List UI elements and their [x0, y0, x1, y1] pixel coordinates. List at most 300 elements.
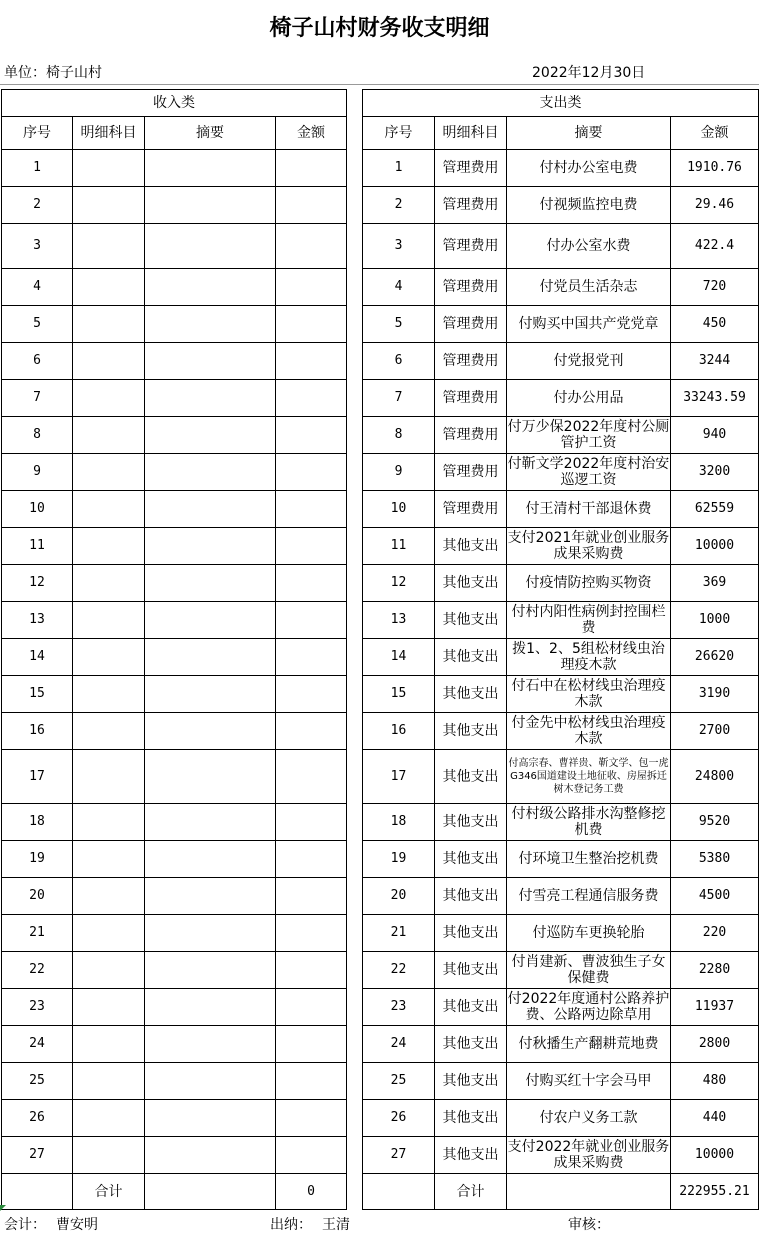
table-row	[363, 1137, 759, 1174]
row-amount: 450	[671, 306, 759, 343]
row-summary	[145, 150, 276, 187]
col-header-amount: 金额	[276, 117, 347, 150]
row-number: 25	[363, 1063, 435, 1100]
total-amount: 222955.21	[671, 1174, 759, 1210]
section-header-row	[363, 90, 759, 117]
table-row	[2, 1100, 347, 1137]
table-row	[363, 1063, 759, 1100]
table-row	[2, 602, 347, 639]
table-row	[2, 878, 347, 915]
row-amount: 220	[671, 915, 759, 952]
row-summary	[145, 1137, 276, 1174]
row-category	[73, 750, 145, 804]
row-amount	[276, 952, 347, 989]
row-number: 13	[2, 602, 73, 639]
row-category: 其他支出	[435, 676, 507, 713]
row-amount: 10000	[671, 1137, 759, 1174]
row-summary: 付疫情防控购买物资	[507, 565, 671, 602]
col-header-summary: 摘要	[145, 117, 276, 150]
row-category	[73, 602, 145, 639]
row-category: 其他支出	[435, 1063, 507, 1100]
table-row	[2, 1026, 347, 1063]
table-row	[2, 306, 347, 343]
row-category: 管理费用	[435, 150, 507, 187]
table-row	[2, 952, 347, 989]
row-amount: 9520	[671, 804, 759, 841]
table-row	[2, 380, 347, 417]
row-number: 5	[2, 306, 73, 343]
row-amount	[276, 528, 347, 565]
row-amount	[276, 750, 347, 804]
row-summary	[145, 989, 276, 1026]
row-category	[73, 676, 145, 713]
table-row	[363, 150, 759, 187]
table-row	[363, 224, 759, 269]
row-number: 25	[2, 1063, 73, 1100]
table-row	[363, 841, 759, 878]
table-row	[363, 269, 759, 306]
row-number: 20	[2, 878, 73, 915]
row-summary	[145, 915, 276, 952]
row-category	[73, 343, 145, 380]
column-header-row	[363, 117, 759, 150]
table-row	[2, 417, 347, 454]
row-amount	[276, 565, 347, 602]
row-summary: 付肖建新、曹波独生子女保健费	[507, 952, 671, 989]
row-number: 8	[2, 417, 73, 454]
income-table	[1, 89, 347, 1210]
cashier-name: 王清	[322, 1217, 350, 1233]
row-category	[73, 713, 145, 750]
row-number: 18	[363, 804, 435, 841]
accountant-label: 会计：	[4, 1217, 46, 1233]
row-number: 27	[363, 1137, 435, 1174]
row-category	[73, 1137, 145, 1174]
auditor-label: 审核：	[568, 1217, 610, 1233]
row-category: 管理费用	[435, 343, 507, 380]
row-amount	[276, 343, 347, 380]
row-amount: 3200	[671, 454, 759, 491]
row-number: 6	[2, 343, 73, 380]
row-category: 其他支出	[435, 528, 507, 565]
row-number: 14	[363, 639, 435, 676]
row-number: 17	[2, 750, 73, 804]
table-row	[363, 343, 759, 380]
row-summary: 付高宗春、曹祥贵、靳文学、包一虎G346国道建设土地征收、房屋拆迁树木登记务工费	[507, 750, 671, 804]
row-summary: 付村内阳性病例封控围栏费	[507, 602, 671, 639]
row-summary	[145, 878, 276, 915]
table-row	[2, 841, 347, 878]
row-summary	[145, 187, 276, 224]
row-amount	[276, 187, 347, 224]
row-amount: 720	[671, 269, 759, 306]
table-row	[363, 952, 759, 989]
row-category	[73, 224, 145, 269]
row-number: 26	[363, 1100, 435, 1137]
row-amount: 3190	[671, 676, 759, 713]
row-number: 27	[2, 1137, 73, 1174]
row-amount: 24800	[671, 750, 759, 804]
row-summary: 付视频监控电费	[507, 187, 671, 224]
row-number: 3	[363, 224, 435, 269]
table-row	[363, 187, 759, 224]
row-category: 其他支出	[435, 750, 507, 804]
row-category	[73, 1063, 145, 1100]
row-summary	[145, 841, 276, 878]
row-summary: 付秋播生产翻耕荒地费	[507, 1026, 671, 1063]
row-summary	[145, 380, 276, 417]
row-amount: 422.4	[671, 224, 759, 269]
row-amount	[276, 1026, 347, 1063]
row-category	[73, 639, 145, 676]
row-number: 24	[363, 1026, 435, 1063]
row-summary: 付村办公室电费	[507, 150, 671, 187]
row-summary: 支付2021年就业创业服务成果采购费	[507, 528, 671, 565]
row-amount	[276, 713, 347, 750]
row-number: 21	[363, 915, 435, 952]
table-row	[363, 306, 759, 343]
table-row	[363, 915, 759, 952]
table-row	[363, 528, 759, 565]
row-amount: 3244	[671, 343, 759, 380]
row-number: 9	[2, 454, 73, 491]
report-date: 2022年12月30日	[532, 65, 646, 81]
total-blank	[145, 1174, 276, 1210]
total-label: 合计	[73, 1174, 145, 1210]
row-category: 其他支出	[435, 1100, 507, 1137]
table-row	[363, 565, 759, 602]
row-summary: 付雪亮工程通信服务费	[507, 878, 671, 915]
row-number: 23	[363, 989, 435, 1026]
row-summary	[145, 224, 276, 269]
table-row	[2, 343, 347, 380]
row-summary: 付靳文学2022年度村治安巡逻工资	[507, 454, 671, 491]
row-category: 其他支出	[435, 1026, 507, 1063]
row-category: 管理费用	[435, 417, 507, 454]
row-number: 26	[2, 1100, 73, 1137]
row-amount	[276, 380, 347, 417]
row-number: 2	[2, 187, 73, 224]
section-title: 收入类	[2, 90, 347, 117]
row-amount: 2700	[671, 713, 759, 750]
section-header-row	[2, 90, 347, 117]
row-number: 10	[2, 491, 73, 528]
row-category	[73, 952, 145, 989]
row-summary: 付办公室水费	[507, 224, 671, 269]
row-summary: 付万少保2022年度村公厕管护工资	[507, 417, 671, 454]
row-number: 18	[2, 804, 73, 841]
column-header-row	[2, 117, 347, 150]
row-amount	[276, 841, 347, 878]
table-row	[2, 565, 347, 602]
row-number: 22	[2, 952, 73, 989]
table-row	[2, 224, 347, 269]
row-number: 22	[363, 952, 435, 989]
row-amount: 940	[671, 417, 759, 454]
row-category	[73, 454, 145, 491]
row-amount: 2280	[671, 952, 759, 989]
row-amount: 1000	[671, 602, 759, 639]
row-category: 其他支出	[435, 989, 507, 1026]
table-row	[2, 639, 347, 676]
row-amount: 5380	[671, 841, 759, 878]
total-blank	[363, 1174, 435, 1210]
row-summary	[145, 528, 276, 565]
table-row	[2, 915, 347, 952]
total-blank	[507, 1174, 671, 1210]
row-amount: 480	[671, 1063, 759, 1100]
row-category: 其他支出	[435, 602, 507, 639]
row-number: 2	[363, 187, 435, 224]
row-number: 4	[363, 269, 435, 306]
row-number: 14	[2, 639, 73, 676]
row-number: 7	[2, 380, 73, 417]
row-number: 11	[2, 528, 73, 565]
row-summary	[145, 750, 276, 804]
row-amount	[276, 454, 347, 491]
table-row	[363, 1026, 759, 1063]
row-category: 其他支出	[435, 713, 507, 750]
row-category	[73, 1100, 145, 1137]
table-row	[363, 417, 759, 454]
row-amount: 4500	[671, 878, 759, 915]
table-row	[363, 750, 759, 804]
section-title: 支出类	[363, 90, 759, 117]
row-amount: 440	[671, 1100, 759, 1137]
row-category: 管理费用	[435, 269, 507, 306]
row-summary	[145, 343, 276, 380]
total-label: 合计	[435, 1174, 507, 1210]
accountant-name: 曹安明	[56, 1217, 98, 1233]
row-amount: 2800	[671, 1026, 759, 1063]
row-category	[73, 380, 145, 417]
row-summary: 付石中在松材线虫治理疫木款	[507, 676, 671, 713]
table-row	[2, 269, 347, 306]
table-row	[363, 602, 759, 639]
row-category: 其他支出	[435, 841, 507, 878]
row-number: 21	[2, 915, 73, 952]
table-row	[2, 454, 347, 491]
table-row	[363, 491, 759, 528]
row-number: 12	[363, 565, 435, 602]
row-amount	[276, 417, 347, 454]
row-amount	[276, 224, 347, 269]
row-category	[73, 269, 145, 306]
row-number: 19	[363, 841, 435, 878]
table-row	[2, 491, 347, 528]
row-category: 其他支出	[435, 1137, 507, 1174]
total-amount: 0	[276, 1174, 347, 1210]
row-category: 其他支出	[435, 804, 507, 841]
row-category: 管理费用	[435, 187, 507, 224]
row-amount	[276, 306, 347, 343]
row-number: 10	[363, 491, 435, 528]
table-row	[363, 454, 759, 491]
row-number: 13	[363, 602, 435, 639]
total-row	[2, 1174, 347, 1210]
row-category	[73, 565, 145, 602]
row-summary	[145, 565, 276, 602]
row-category: 管理费用	[435, 306, 507, 343]
table-row	[2, 713, 347, 750]
row-summary	[145, 306, 276, 343]
row-number: 9	[363, 454, 435, 491]
row-amount	[276, 878, 347, 915]
row-amount: 62559	[671, 491, 759, 528]
row-number: 15	[363, 676, 435, 713]
row-summary: 付巡防车更换轮胎	[507, 915, 671, 952]
table-row	[2, 187, 347, 224]
row-number: 3	[2, 224, 73, 269]
row-category	[73, 187, 145, 224]
row-amount: 1910.76	[671, 150, 759, 187]
row-category	[73, 841, 145, 878]
table-row	[363, 1100, 759, 1137]
row-category	[73, 804, 145, 841]
row-summary: 付金先中松材线虫治理疫木款	[507, 713, 671, 750]
table-row	[363, 878, 759, 915]
col-header-no: 序号	[363, 117, 435, 150]
expense-table	[362, 89, 759, 1210]
row-number: 7	[363, 380, 435, 417]
table-row	[363, 989, 759, 1026]
row-category	[73, 306, 145, 343]
table-row	[2, 804, 347, 841]
row-amount	[276, 269, 347, 306]
row-amount	[276, 915, 347, 952]
table-row	[2, 528, 347, 565]
row-amount	[276, 150, 347, 187]
row-amount: 369	[671, 565, 759, 602]
row-category	[73, 491, 145, 528]
row-amount	[276, 491, 347, 528]
row-category: 其他支出	[435, 878, 507, 915]
row-amount	[276, 676, 347, 713]
row-number: 5	[363, 306, 435, 343]
row-summary: 付党员生活杂志	[507, 269, 671, 306]
col-header-category: 明细科目	[73, 117, 145, 150]
row-summary	[145, 454, 276, 491]
cell-marker	[0, 1205, 6, 1211]
row-number: 23	[2, 989, 73, 1026]
table-row	[363, 380, 759, 417]
row-summary	[145, 639, 276, 676]
row-number: 8	[363, 417, 435, 454]
row-amount: 11937	[671, 989, 759, 1026]
row-summary	[145, 269, 276, 306]
cashier-label: 出纳：	[270, 1217, 312, 1233]
row-number: 17	[363, 750, 435, 804]
row-summary: 付党报党刊	[507, 343, 671, 380]
row-number: 6	[363, 343, 435, 380]
row-summary: 拨1、2、5组松材线虫治理疫木款	[507, 639, 671, 676]
page-title: 椅子山村财务收支明细	[269, 16, 490, 41]
total-blank	[2, 1174, 73, 1210]
row-summary: 付环境卫生整治挖机费	[507, 841, 671, 878]
row-number: 19	[2, 841, 73, 878]
row-summary	[145, 676, 276, 713]
row-category	[73, 528, 145, 565]
row-summary: 支付2022年就业创业服务成果采购费	[507, 1137, 671, 1174]
table-row	[363, 639, 759, 676]
row-summary	[145, 1100, 276, 1137]
row-category: 管理费用	[435, 380, 507, 417]
col-header-summary: 摘要	[507, 117, 671, 150]
row-amount: 29.46	[671, 187, 759, 224]
row-summary	[145, 1026, 276, 1063]
row-amount	[276, 804, 347, 841]
row-category	[73, 989, 145, 1026]
row-category: 管理费用	[435, 491, 507, 528]
row-summary: 付购买中国共产党党章	[507, 306, 671, 343]
row-amount	[276, 639, 347, 676]
row-summary: 付王清村干部退休费	[507, 491, 671, 528]
row-summary	[145, 713, 276, 750]
divider	[0, 84, 759, 85]
row-category: 其他支出	[435, 639, 507, 676]
row-summary	[145, 417, 276, 454]
row-number: 1	[363, 150, 435, 187]
row-amount: 33243.59	[671, 380, 759, 417]
row-amount	[276, 989, 347, 1026]
row-amount	[276, 1063, 347, 1100]
row-category: 其他支出	[435, 952, 507, 989]
row-summary	[145, 491, 276, 528]
row-summary	[145, 804, 276, 841]
table-row	[2, 1063, 347, 1100]
table-row	[2, 676, 347, 713]
table-row	[363, 804, 759, 841]
row-amount	[276, 1137, 347, 1174]
row-category	[73, 1026, 145, 1063]
row-category	[73, 878, 145, 915]
row-category: 其他支出	[435, 565, 507, 602]
row-amount	[276, 1100, 347, 1137]
row-number: 12	[2, 565, 73, 602]
row-summary	[145, 1063, 276, 1100]
row-summary	[145, 952, 276, 989]
row-number: 15	[2, 676, 73, 713]
row-summary: 付农户义务工款	[507, 1100, 671, 1137]
row-category: 其他支出	[435, 915, 507, 952]
row-summary: 付2022年度通村公路养护费、公路两边除草用	[507, 989, 671, 1026]
row-number: 16	[363, 713, 435, 750]
total-row	[363, 1174, 759, 1210]
row-summary	[145, 602, 276, 639]
row-category	[73, 150, 145, 187]
row-category: 管理费用	[435, 224, 507, 269]
table-row	[2, 750, 347, 804]
table-row	[2, 150, 347, 187]
unit-label: 单位：椅子山村	[4, 65, 102, 81]
row-amount	[276, 602, 347, 639]
row-category	[73, 915, 145, 952]
col-header-no: 序号	[2, 117, 73, 150]
row-category: 管理费用	[435, 454, 507, 491]
row-category	[73, 417, 145, 454]
row-amount: 10000	[671, 528, 759, 565]
row-summary: 付购买红十字会马甲	[507, 1063, 671, 1100]
row-number: 24	[2, 1026, 73, 1063]
row-number: 1	[2, 150, 73, 187]
row-amount: 26620	[671, 639, 759, 676]
col-header-amount: 金额	[671, 117, 759, 150]
row-number: 20	[363, 878, 435, 915]
row-number: 16	[2, 713, 73, 750]
table-row	[2, 1137, 347, 1174]
row-number: 4	[2, 269, 73, 306]
col-header-category: 明细科目	[435, 117, 507, 150]
